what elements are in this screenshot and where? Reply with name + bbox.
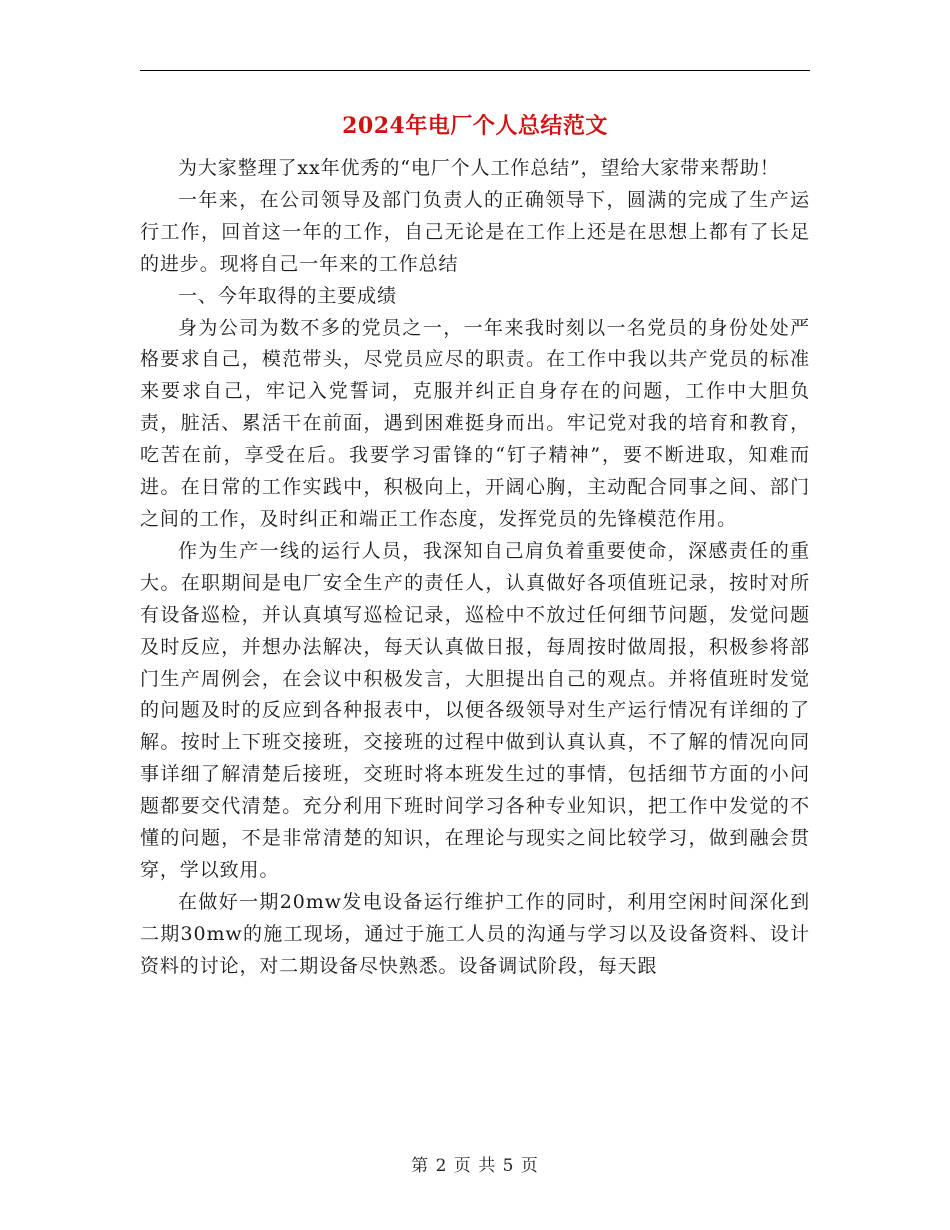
page-number: 第 2 页 共 5 页 (411, 1156, 539, 1176)
paragraph-operations: 作为生产一线的运行人员，我深知自己肩负着重要使命，深感责任的重大。在职期间是电厂安全生产的责任人，认真做好各项值班记录，按时对所有设备巡检，并认真填写巡检记录，巡检中不放过任何细节问题，发觉问题及时反应，并想办法解决，每天认真做日报，每周按时做周报，积极参将部门生产周例会，在会议中积极发言，大胆提出自己的观点。并将值班时发觉的问题及时的反应到各种报表中，以便各级领导对生产运行情况有详细的了解。按时上下班交接班，交接班的过程中做到认真认真，不了解的情况向同事详细了解清楚后接班，交班时将本班发生过的事情，包括细节方面的小问题都要交代清楚。充分利用下班时间学习各种专业知识，把工作中发觉的不懂的问题，不是非常清楚的知识，在理论与现实之间比较学习，做到融会贯穿，学以致用。 (140, 539, 810, 881)
header-rule (140, 70, 810, 71)
paragraph-intro: 为大家整理了xx年优秀的“电厂个人工作总结”，望给大家带来帮助！ (178, 157, 780, 179)
paragraph-overview: 一年来，在公司领导及部门负责人的正确领导下，圆满的完成了生产运行工作，回首这一年的工作，自己无论是在工作上还是在思想上都有了长足的进步。现将自己一年来的工作总结 (140, 188, 810, 275)
document-title: 2024年电厂个人总结范文 (342, 113, 608, 139)
paragraph-phase-two: 在做好一期20mw发电设备运行维护工作的同时，利用空闲时间深化到二期30mw的施工现场，通过于施工人员的沟通与学习以及设备资料、设计资料的讨论，对二期设备尽快熟悉。设备调试阶段，每天跟 (140, 890, 810, 977)
document-body (140, 153, 810, 983)
paragraph-party-member: 身为公司为数不多的党员之一，一年来我时刻以一名党员的身份处处严格要求自己，模范带头，尽党员应尽的职责。在工作中我以共产党员的标准来要求自己，牢记入党誓词，克服并纠正自身存在的问题，工作中大胆负责，脏活、累活干在前面，遇到困难挺身而出。牢记党对我的培育和教育，吃苦在前，享受在后。我要学习雷锋的“钉子精神”，要不断进取，知难而进。在日常的工作实践中，积极向上，开阔心胸，主动配合同事之间、部门之间的工作，及时纠正和端正工作态度，发挥党员的先锋模范作用。 (140, 316, 810, 530)
section-heading: 一、今年取得的主要成绩 (178, 284, 397, 307)
